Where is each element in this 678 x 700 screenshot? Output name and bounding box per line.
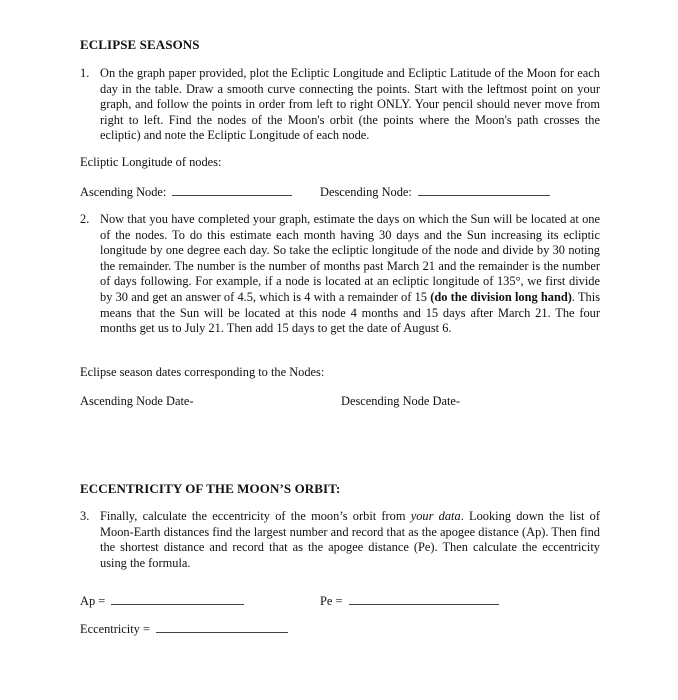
question-1-number: 1.	[80, 66, 90, 80]
nodes-label: Ecliptic Longitude of nodes:	[80, 155, 222, 169]
question-2-text-end: . This means that the Sun will be located at this node 4 months and 15 days after March 21. The four months get us to July 21. Then add 15 days to get the date of August 6.	[100, 289, 601, 336]
eccentricity-blank[interactable]	[156, 621, 288, 633]
question-2-text	[100, 212, 600, 337]
perigee-blank[interactable]	[349, 593, 499, 605]
question-2-bold-text: (do the division long hand)	[430, 289, 572, 304]
question-3-text-end: . Looking down the list of Moon-Earth distances find the largest number and record that as the apogee distance (Ap). Then find the shortest distance and record that as the apogee distance (Pe). Then calculate the eccentricity using the formula.	[100, 509, 601, 570]
ascending-node-date-label: Ascending Node Date-	[80, 394, 194, 408]
ascending-node-label: Ascending Node:	[80, 185, 167, 199]
question-3-text-main: Finally, calculate the eccentricity of the moon’s orbit from	[100, 509, 406, 523]
descending-node-row	[320, 184, 550, 200]
eccentricity-label: Eccentricity =	[80, 622, 150, 636]
apogee-row	[80, 593, 244, 609]
perigee-row	[320, 593, 499, 609]
apogee-label: Ap =	[80, 594, 106, 608]
perigee-label: Pe =	[320, 594, 343, 608]
apogee-blank[interactable]	[111, 593, 244, 605]
ascending-node-blank[interactable]	[172, 184, 292, 196]
descending-node-blank[interactable]	[418, 184, 550, 196]
question-3-text	[100, 509, 600, 571]
question-3-italic-text: your data	[410, 509, 461, 523]
question-2	[80, 212, 600, 337]
descending-node-date-label: Descending Node Date-	[341, 394, 461, 408]
question-2-text-main: Now that you have completed your graph, estimate the days on which the Sun will be located at one of the nodes. To do this estimate each month having 30 days and the Sun increasing its ecliptic longitude by one degree each day. So take the ecliptic longitude of the node and divide by 30 noting the remainder. The number is the number of months past March 21 and the remainder is the number of days following. For example, if a node is located at an ecliptic longitude of 135°, we first divide by 30 and get an answer of 4.5, which is 4 with a remainder of 15	[100, 212, 600, 304]
question-2-number: 2.	[80, 212, 90, 226]
descending-node-label: Descending Node:	[320, 185, 412, 199]
question-1	[80, 66, 600, 144]
question-3-number: 3.	[80, 509, 90, 523]
question-3	[80, 509, 600, 571]
eclipse-seasons-title: ECLIPSE SEASONS	[80, 37, 200, 52]
eccentricity-title: ECCENTRICITY OF THE MOON’S ORBIT:	[80, 481, 341, 496]
question-1-text: On the graph paper provided, plot the Ecliptic Longitude and Ecliptic Latitude of the Moon for each day in the table. Draw a smooth curve connecting the points. Start with the leftmost point on your graph, and follow the points in order from left to right ONLY. Your pencil should never move from right to left. Find the nodes of the Moon's orbit (the points where the Moon's path crosses the ecliptic) and note the Ecliptic Longitude of each node.	[100, 66, 600, 143]
eclipse-dates-label: Eclipse season dates corresponding to the Nodes:	[80, 365, 325, 379]
ascending-node-row	[80, 184, 292, 200]
eccentricity-row	[80, 621, 288, 637]
